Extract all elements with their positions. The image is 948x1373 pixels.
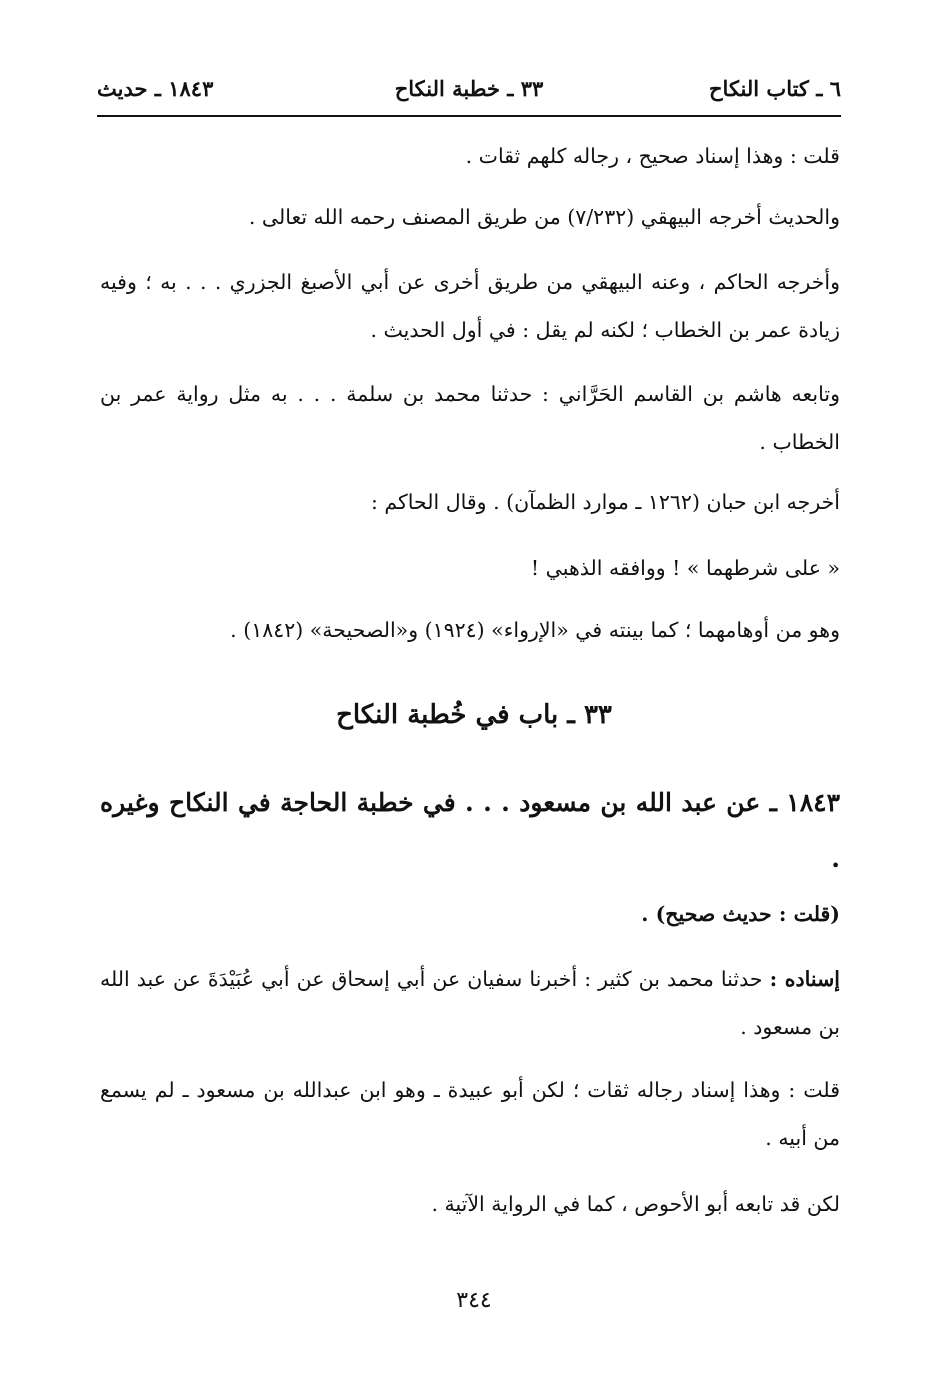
paragraph-6 (100, 544, 840, 592)
header-chapter: ٦ ـ كتاب النكاح (709, 76, 841, 101)
paragraph-text: وهو من أوهامهما ؛ كما بينته في «الإرواء» (١٩٢٤) و«الصحيحة» (١٨٤٢) . (230, 618, 840, 642)
paragraph-text: أخرجه ابن حبان (١٢٦٢ ـ موارد الظمآن) . وقال الحاكم : (370, 490, 840, 514)
chapter-title: ٣٣ ـ باب في خُطبة النكاح (336, 700, 612, 730)
paragraph-2 (100, 193, 840, 241)
paragraph-text: وتابعه هاشم بن القاسم الحَرَّاني : حدثنا محمد بن سلمة . . . به مثل رواية عمر بن الخطاب . (100, 382, 840, 454)
paragraph-4 (100, 370, 840, 466)
paragraph-3 (100, 258, 840, 354)
running-header (97, 76, 841, 116)
paragraph-8 (100, 1066, 840, 1162)
paragraph-9 (100, 1180, 840, 1228)
isnad-label: إسناده : (769, 967, 840, 991)
grade-text: (قلت : حديث صحيح) . (641, 902, 840, 926)
header-hadith-ref: ١٨٤٣ ـ حديث (97, 76, 214, 101)
paragraph-7 (100, 606, 840, 654)
paragraph-text: وأخرجه الحاكم ، وعنه البيهقي من طريق أخرى عن أبي الأصبغ الجزري . . . به ؛ وفيه زيادة عمر بن الخطاب ؛ لكنه لم يقل : في أول الحديث . (100, 270, 840, 342)
header-divider (97, 115, 841, 117)
hadith-title: ١٨٤٣ ـ عن عبد الله بن مسعود . . . في خطبة الحاجة في النكاح وغيره . (100, 788, 840, 873)
paragraph-text: لكن قد تابعه أبو الأحوص ، كما في الرواية الآتية . (431, 1192, 840, 1216)
page-number: ٣٤٤ (456, 1288, 492, 1313)
paragraph-1 (100, 132, 840, 180)
hadith-grade (100, 890, 840, 938)
header-section: ٣٣ ـ خطبة النكاح (394, 76, 544, 101)
paragraph-5 (100, 478, 840, 526)
paragraph-text: قلت : وهذا إسناد رجاله ثقات ؛ لكن أبو عبيدة ـ وهو ابن عبدالله بن مسعود ـ لم يسمع من أبيه . (100, 1078, 840, 1150)
paragraph-text: « على شرطهما » ! ووافقه الذهبي ! (530, 556, 840, 580)
isnad-paragraph (100, 955, 840, 1051)
paragraph-text: قلت : وهذا إسناد صحيح ، رجاله كلهم ثقات . (465, 144, 840, 168)
isnad-text: حدثنا محمد بن كثير : أخبرنا سفيان عن أبي إسحاق عن أبي عُبَيْدَةَ عن عبد الله بن مسعود . (100, 967, 840, 1039)
paragraph-text: والحديث أخرجه البيهقي (٧/٢٣٢) من طريق المصنف رحمه الله تعالى . (248, 205, 840, 229)
